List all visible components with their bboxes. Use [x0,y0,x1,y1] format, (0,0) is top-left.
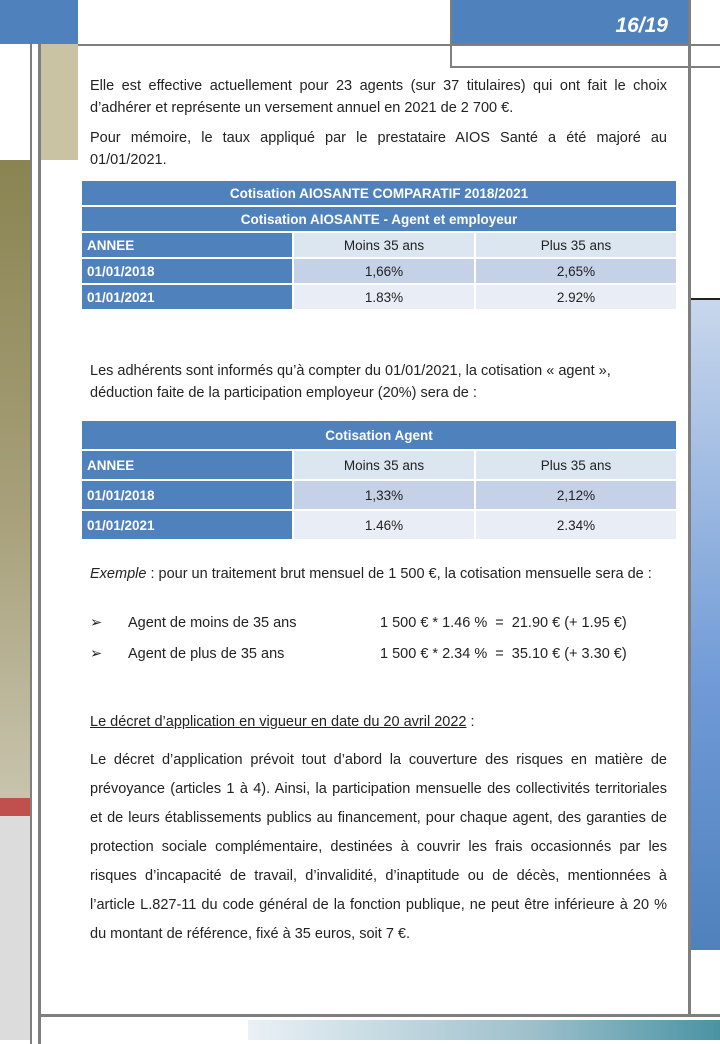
paragraph-rate-increase: Pour mémoire, le taux appliqué par le prestataire AIOS Santé a été majoré au 01/01/2021. [90,130,667,168]
tan-accent-block [40,44,78,160]
table-title: Cotisation Agent [81,420,677,450]
right-gradient-bar [691,300,720,950]
table-title: Cotisation AIOSANTE COMPARATIF 2018/2021 [81,180,677,206]
column-header-plus35: Plus 35 ans [475,450,677,480]
rate-moins35: 1.83% [293,284,475,310]
bullet-label: Agent de plus de 35 ans [128,646,285,662]
header-underline [450,66,720,68]
paragraph-decret: Le décret d’application prévoit tout d’abord la couverture des risques en matière de prévoyance (articles 1 à 4). Ainsi, la participation mensuelle des collectivités territoriales et de leurs établissements publics au financement, pour chaque agent, des garanties de protection sociale complémentaire, destinées à couvrir les frais occasionnés par les risques d’incapacité de travail, d’invalidité, d’inaptitude ou de décès, mentionnées à l’article L.827-11 du code général de la fonction publique, ne peut être inférieure à 20 % du montant de référence, fixé à 35 euros, soit 7 €. [90,752,667,942]
example-label: Exemple [90,566,147,582]
page-number: 16/19 [615,14,668,37]
column-header-annee: ANNEE [81,232,293,258]
left-gradient-bar [0,160,32,800]
left-border-line-inner [38,44,41,1044]
section-heading-text: Le décret d’application en vigueur en date du 20 avril 2022 [90,714,467,730]
row-year: 01/01/2018 [81,258,293,284]
bullet-calculation: 1 500 € * 2.34 % = 35.10 € (+ 3.30 €) [380,646,627,662]
row-year: 01/01/2021 [81,510,293,540]
table-cotisation-agent [80,419,678,541]
table-comparatif [80,179,678,311]
column-header-plus35: Plus 35 ans [475,232,677,258]
rate-moins35: 1.46% [293,510,475,540]
top-border-line [78,44,720,46]
bullet-label: Agent de moins de 35 ans [128,615,297,631]
rate-plus35: 2.34% [475,510,677,540]
left-grey-bar [0,816,32,1040]
paragraph-example [90,563,667,585]
bullet-calculation: 1 500 € * 1.46 % = 21.90 € (+ 1.95 €) [380,615,627,631]
rate-plus35: 2.92% [475,284,677,310]
section-heading-suffix: : [466,714,475,730]
table-subtitle: Cotisation AIOSANTE - Agent et employeur [81,206,677,232]
paragraph-effective: Elle est effective actuellement pour 23 agents (sur 37 titulaires) qui ont fait le choix d’adhérer et représente un versement annuel en 2021 de 2 700 €. [90,78,667,116]
bullet-arrow-icon: ➢ [90,615,103,631]
row-year: 01/01/2021 [81,284,293,310]
rate-plus35: 2,12% [475,480,677,510]
example-text: : pour un traitement brut mensuel de 1 500 €, la cotisation mensuelle sera de : [146,566,652,582]
corner-block [0,0,78,44]
left-border-line [30,44,32,1044]
rate-plus35: 2,65% [475,258,677,284]
red-accent-block [0,798,32,816]
row-year: 01/01/2018 [81,480,293,510]
section-heading [90,711,667,733]
column-header-moins35: Moins 35 ans [293,450,475,480]
table-row [81,510,677,540]
rate-moins35: 1,33% [293,480,475,510]
bottom-gradient-bar [248,1020,720,1040]
bottom-border-line [38,1014,720,1017]
table-row [81,258,677,284]
table-row [81,284,677,310]
table-row [81,480,677,510]
column-header-moins35: Moins 35 ans [293,232,475,258]
paragraph-agent-info: Les adhérents sont informés qu’à compter du 01/01/2021, la cotisation « agent », déduction faite de la participation employeur (20%) sera de : [90,363,611,401]
bullet-arrow-icon: ➢ [90,646,103,662]
rate-moins35: 1,66% [293,258,475,284]
column-header-annee: ANNEE [81,450,293,480]
